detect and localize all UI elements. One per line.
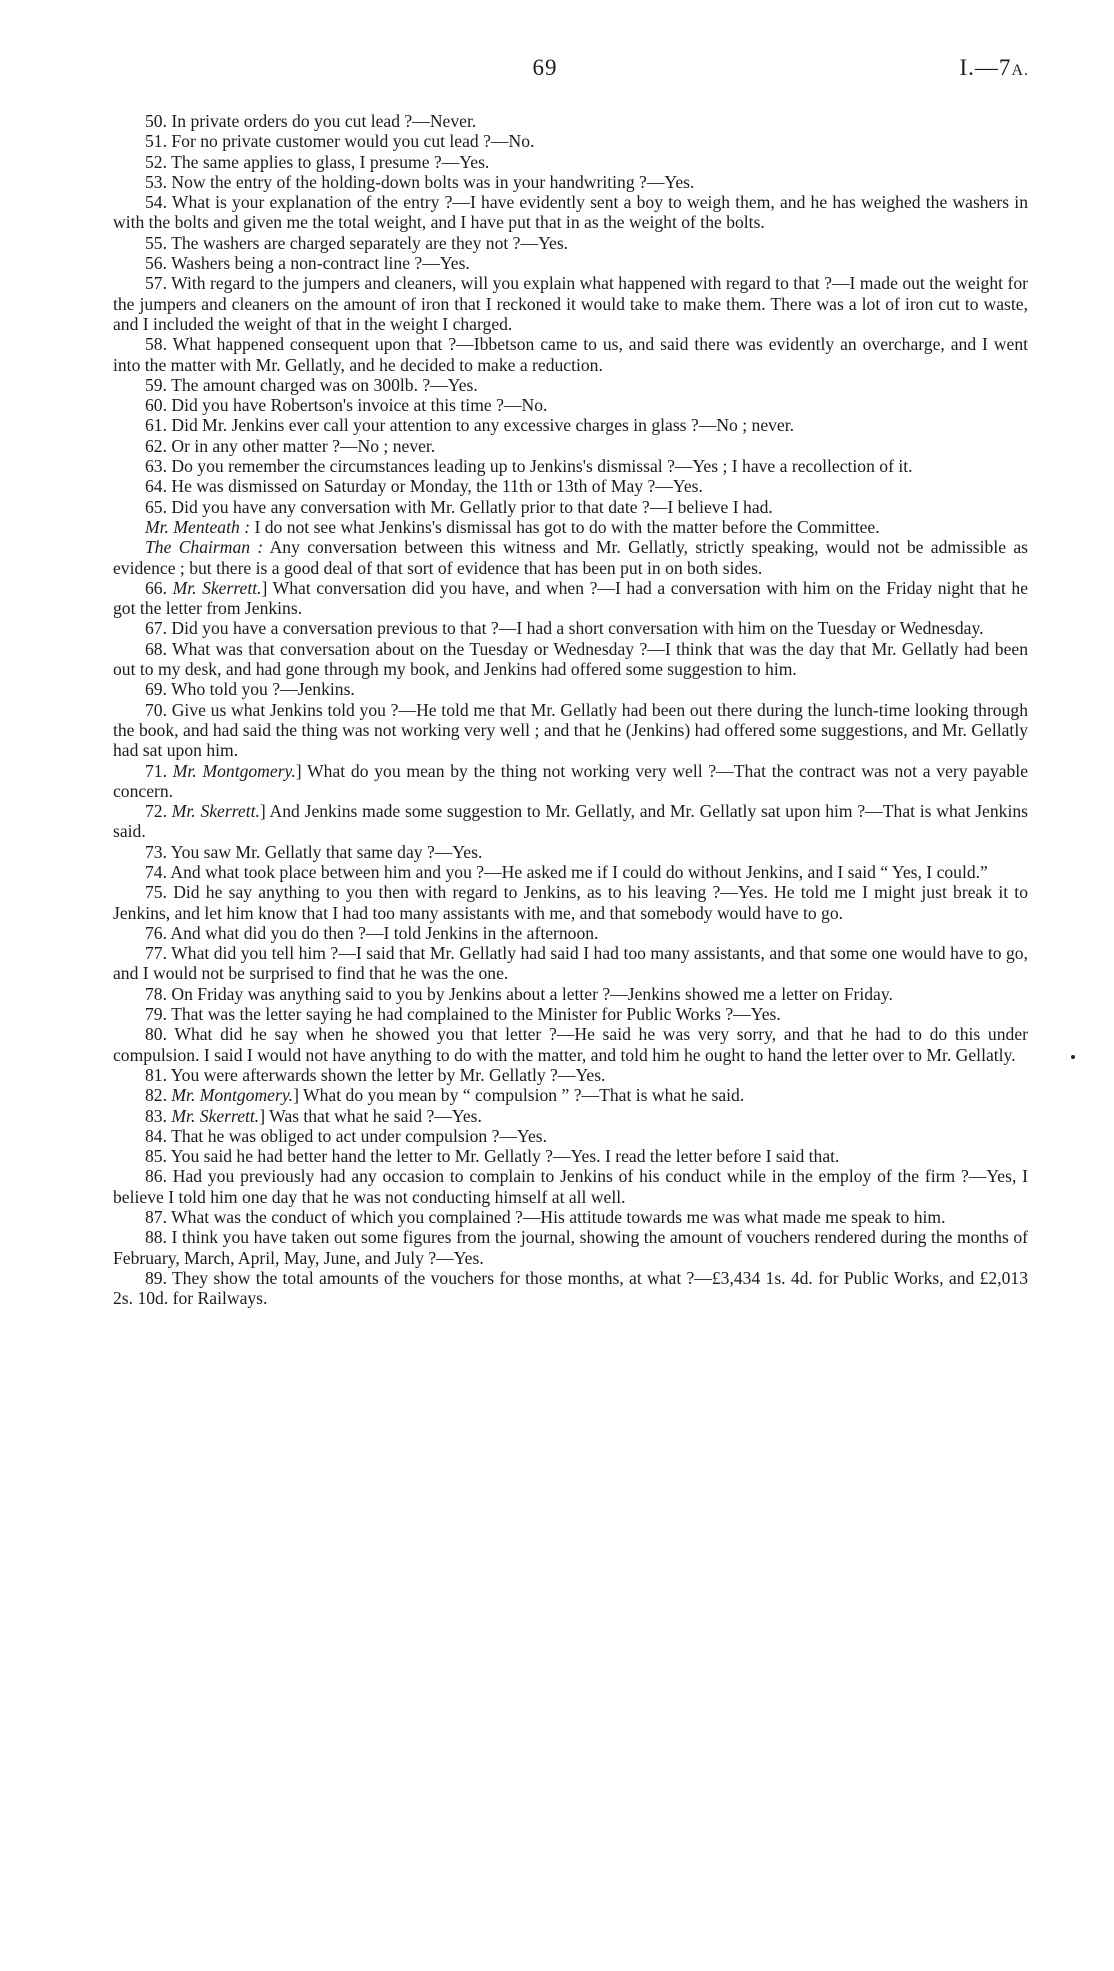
paragraph-text: 79. That was the letter saying he had complained to the Minister for Public Works ?—Yes. [145, 1004, 781, 1025]
paragraph-text: 54. What is your explanation of the entry ?—I have evidently sent a boy to weigh them, and he has weighed the washers in with the bolts and given me the total weight, and I have put that in as the weight of the bolts. [113, 192, 1028, 233]
testimony-paragraph [113, 517, 1028, 537]
paragraph-text: 67. Did you have a conversation previous to that ?—I had a short conversation with him on the Tuesday or Wednesday. [145, 618, 984, 639]
testimony-paragraph [113, 334, 1028, 375]
question-number: 71. [145, 760, 173, 781]
paragraph-text: 59. The amount charged was on 300lb. ?—Yes. [145, 374, 478, 395]
paragraph-text: 61. Did Mr. Jenkins ever call your attention to any excessive charges in glass ?—No ; never. [145, 415, 795, 436]
testimony-paragraph [113, 415, 1028, 435]
testimony-paragraph [113, 943, 1028, 984]
testimony-paragraph [113, 801, 1028, 842]
paragraph-text: 63. Do you remember the circumstances leading up to Jenkins's dismissal ?—Yes ; I have a recollection of it. [145, 456, 913, 477]
paragraph-text: 89. They show the total amounts of the vouchers for those months, at what ?—£3,434 1s. 4d. for Public Works, and £2,013 2s. 10d. for Railways. [113, 1267, 1028, 1309]
testimony-paragraph [113, 497, 1028, 517]
speaker-name: The Chairman : [145, 537, 264, 558]
question-number: 82. [145, 1085, 172, 1106]
paragraph-text: 78. On Friday was anything said to you by Jenkins about a letter ?—Jenkins showed me a letter on Friday. [145, 983, 893, 1004]
paragraph-text: 50. In private orders do you cut lead ?—Never. [145, 111, 477, 131]
paragraph-text: 51. For no private customer would you cut lead ?—No. [145, 131, 535, 152]
testimony-paragraph [113, 253, 1028, 273]
testimony-paragraph [113, 1166, 1028, 1207]
testimony-paragraph [113, 131, 1028, 151]
paragraph-text: 55. The washers are charged separately are they not ?—Yes. [145, 232, 569, 253]
testimony-paragraph [113, 456, 1028, 476]
paragraph-text: ] And Jenkins made some suggestion to Mr. Gellatly, and Mr. Gellatly sat upon him ?—That is what Jenkins said. [113, 801, 1028, 842]
testimony-paragraph [113, 842, 1028, 862]
paragraph-text: 84. That he was obliged to act under compulsion ?—Yes. [145, 1125, 547, 1146]
testimony-paragraph [113, 639, 1028, 680]
question-number: 66. [145, 577, 173, 598]
testimony-paragraph [113, 984, 1028, 1004]
paragraph-text: 76. And what did you do then ?—I told Jenkins in the afternoon. [145, 922, 599, 943]
document-reference [960, 55, 1029, 81]
testimony-paragraph [113, 1207, 1028, 1227]
paragraph-text: 68. What was that conversation about on the Tuesday or Wednesday ?—I think that was the day that Mr. Gellatly had been out to my desk, and had gone through my book, and Jenkins had offered some suggestion to him. [113, 638, 1028, 680]
testimony-paragraph [113, 1146, 1028, 1166]
testimony-paragraph [113, 436, 1028, 456]
testimony-paragraph [113, 700, 1028, 761]
testimony-paragraph [113, 862, 1028, 882]
testimony-paragraph [113, 1126, 1028, 1146]
paragraph-text: 60. Did you have Robertson's invoice at this time ?—No. [145, 395, 548, 416]
testimony-paragraph [113, 882, 1028, 923]
paragraph-text: 65. Did you have any conversation with Mr. Gellatly prior to that date ?—I believe I had. [145, 496, 773, 517]
testimony-paragraph [113, 1227, 1028, 1268]
testimony-paragraph [113, 618, 1028, 638]
paragraph-text: 57. With regard to the jumpers and cleaners, will you explain what happened with regard to that ?—I made out the weight for the jumpers and cleaners on the amount of iron that I reckoned it would take to make them. There was a lot of iron cut to waste, and I included the weight of that in the weight I charged. [113, 273, 1028, 334]
paragraph-text: 58. What happened consequent upon that ?—Ibbetson came to us, and said there was evidently an overcharge, and I went into the matter with Mr. Gellatly, and he decided to make a reduction. [113, 334, 1028, 375]
testimony-body [113, 111, 1028, 1309]
testimony-paragraph [113, 578, 1028, 619]
testimony-paragraph [113, 233, 1028, 253]
paragraph-text: 52. The same applies to glass, I presume ?—Yes. [145, 151, 490, 172]
question-number: 72. [145, 801, 172, 822]
paragraph-text: 70. Give us what Jenkins told you ?—He told me that Mr. Gellatly had been out there during the lunch-time looking through the book, and had said the thing was not working very well ; and that he (Jenkins) had offered some suggestions, and Mr. Gellatly had sat upon him. [113, 699, 1028, 761]
document-reference-main: I.—7 [959, 55, 1012, 80]
paragraph-text: 88. I think you have taken out some figures from the journal, showing the amount of vouchers rendered during the months of February, March, April, May, June, and July ?—Yes. [113, 1227, 1028, 1268]
testimony-paragraph [113, 172, 1028, 192]
question-number: 83. [145, 1105, 172, 1126]
paragraph-text: ] What do you mean by the thing not working very well ?—That the contract was not a very payable concern. [113, 760, 1029, 801]
testimony-paragraph [113, 476, 1028, 496]
speaker-name: Mr. Montgomery. [171, 1085, 294, 1106]
testimony-paragraph [113, 273, 1028, 334]
testimony-paragraph [113, 395, 1028, 415]
testimony-paragraph [113, 111, 1028, 131]
testimony-paragraph [113, 375, 1028, 395]
paragraph-text: 85. You said he had better hand the letter to Mr. Gellatly ?—Yes. I read the letter before I said that. [145, 1146, 840, 1167]
testimony-paragraph [113, 537, 1028, 578]
document-reference-suffix: A. [1011, 62, 1029, 79]
testimony-paragraph [113, 1085, 1028, 1105]
paragraph-text: 69. Who told you ?—Jenkins. [145, 679, 355, 700]
paragraph-text: ] What conversation did you have, and when ?—I had a conversation with him on the Friday night that he got the letter from Jenkins. [113, 577, 1029, 619]
testimony-paragraph [113, 152, 1028, 172]
testimony-paragraph [113, 1065, 1028, 1085]
testimony-paragraph [113, 761, 1028, 802]
paragraph-text: 64. He was dismissed on Saturday or Monday, the 11th or 13th of May ?—Yes. [145, 476, 703, 497]
speaker-name: Mr. Skerrett. [171, 801, 260, 822]
paragraph-text: 81. You were afterwards shown the letter by Mr. Gellatly ?—Yes. [145, 1064, 606, 1085]
paragraph-text: 56. Washers being a non-contract line ?—Yes. [145, 253, 470, 274]
testimony-paragraph [113, 923, 1028, 943]
speaker-name: Mr. Montgomery. [172, 760, 296, 781]
testimony-paragraph [113, 1024, 1028, 1065]
paragraph-text: Any conversation between this witness and Mr. Gellatly, strictly speaking, would not be admissible as evidence ; but there is a good deal of that sort of evidence that has been put in on both sides. [113, 537, 1028, 578]
paragraph-text: 86. Had you previously had any occasion to complain to Jenkins of his conduct while in the employ of the firm ?—Yes, I believe I told him one day that he was not conducting himself at all well. [113, 1166, 1028, 1207]
paragraph-text: 73. You saw Mr. Gellatly that same day ?—Yes. [145, 841, 483, 862]
paragraph-text: 80. What did he say when he showed you that letter ?—He said he was very sorry, and that he had to do this under compulsion. I said I would not have anything to do with the matter, and told him he ought to hand the letter over to Mr. Gellatly. [113, 1024, 1028, 1065]
paragraph-text: ] Was that what he said ?—Yes. [259, 1105, 482, 1126]
paragraph-text: 53. Now the entry of the holding-down bolts was in your handwriting ?—Yes. [145, 171, 695, 192]
testimony-paragraph [113, 192, 1028, 233]
paragraph-text: 87. What was the conduct of which you complained ?—His attitude towards me was what made me speak to him. [145, 1207, 946, 1228]
paragraph-text: 75. Did he say anything to you then with regard to Jenkins, as to his leaving ?—Yes. He told me I might just break it to Jenkins, and let him know that I had too many assistants with me, and that somebody would have to go. [113, 882, 1028, 923]
speaker-name: Mr. Menteath : [145, 516, 251, 537]
paragraph-text: 74. And what took place between him and you ?—He asked me if I could do without Jenkins, and I said “ Yes, I could.” [145, 861, 988, 882]
testimony-paragraph [113, 1106, 1028, 1126]
testimony-paragraph [113, 1004, 1028, 1024]
speaker-name: Mr. Skerrett. [171, 1105, 260, 1126]
speaker-name: Mr. Skerrett. [172, 577, 262, 598]
testimony-paragraph [113, 679, 1028, 699]
page-number: 69 [532, 55, 558, 80]
print-speck [1071, 1055, 1075, 1059]
paragraph-text: 62. Or in any other matter ?—No ; never. [145, 435, 436, 456]
paragraph-text: ] What do you mean by “ compulsion ” ?—That is what he said. [293, 1085, 745, 1106]
testimony-paragraph [113, 1268, 1028, 1309]
paragraph-text: 77. What did you tell him ?—I said that Mr. Gellatly had said I had too many assistants, and that some one would have to go, and I would not be surprised to find that he was the one. [113, 943, 1028, 984]
paragraph-text: I do not see what Jenkins's dismissal has got to do with the matter before the Committee. [250, 516, 880, 537]
